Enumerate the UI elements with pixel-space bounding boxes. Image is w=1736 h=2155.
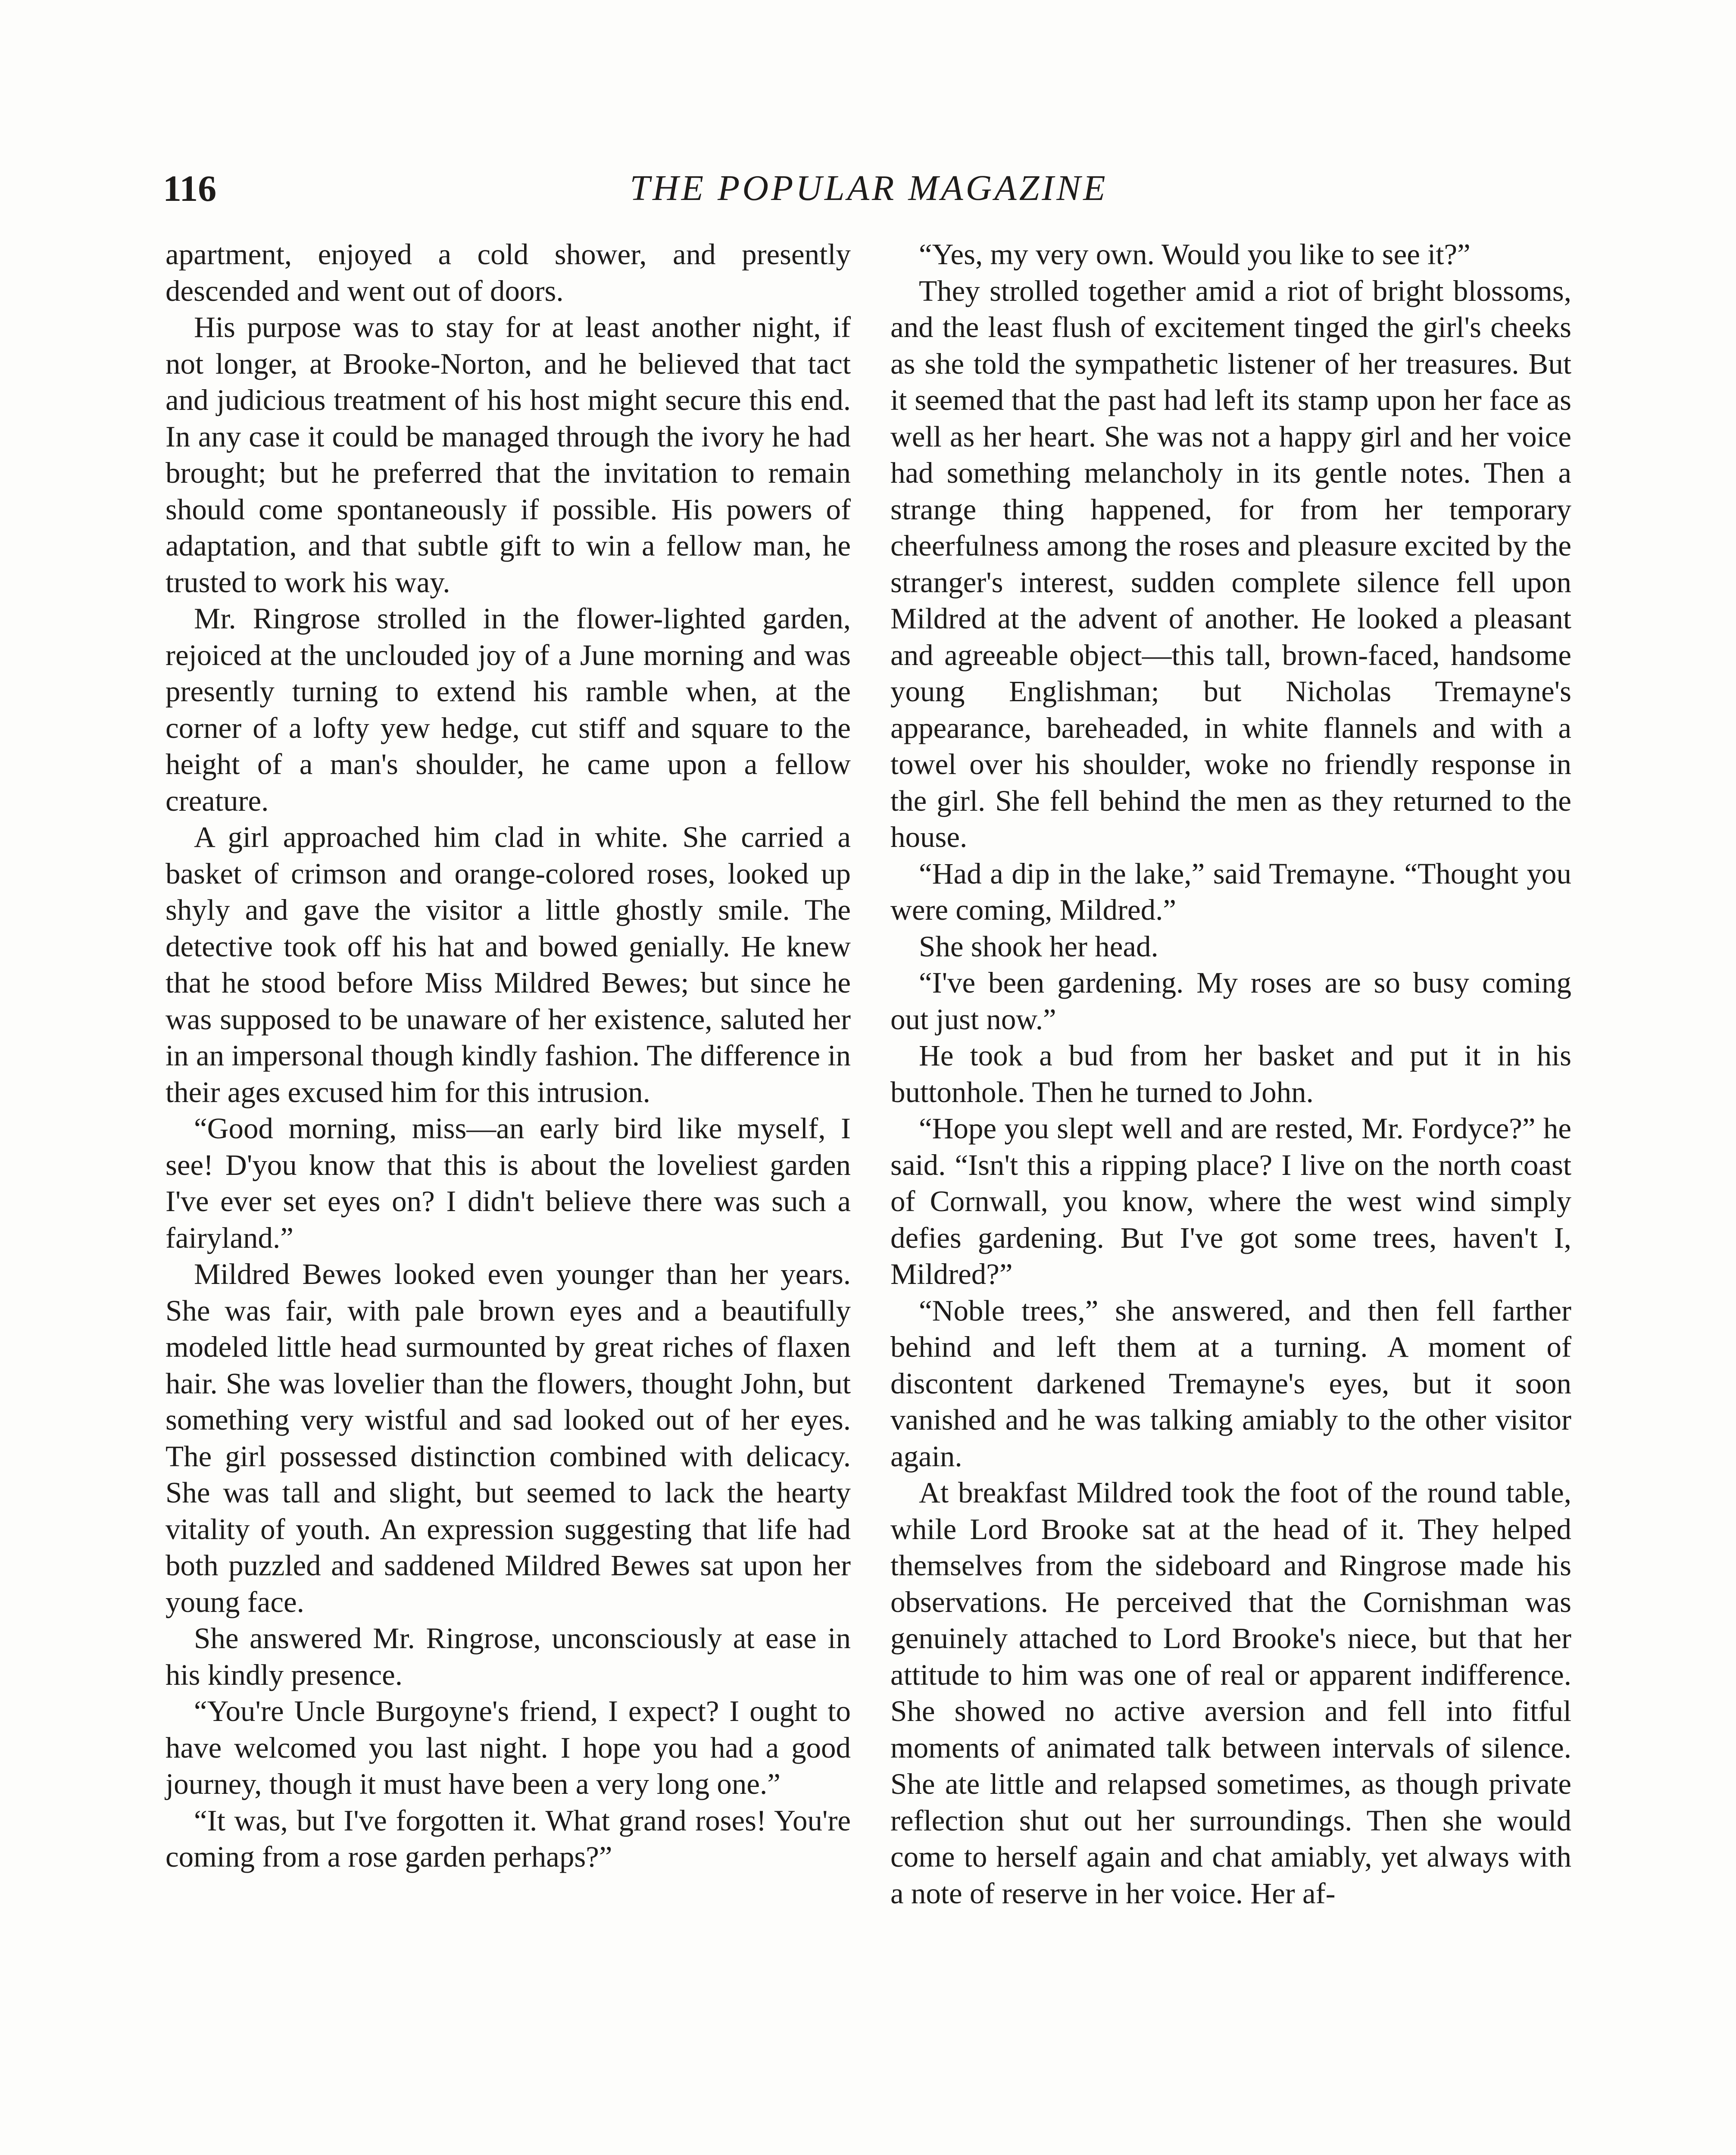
text-column-left [165,236,851,1875]
paragraph: apartment, enjoyed a cold shower, and presently descended and went out of doors. [165,238,851,307]
paragraph: “It was, but I've forgotten it. What grand roses! You're coming from a rose garden perhaps?” [165,1804,851,1873]
paragraph: “Hope you slept well and are rested, Mr. Fordyce?” he said. “Isn't this a ripping place? I live on the north coast of Cornwall, you know, where the west wind simply defies gardening. But I've got some trees, haven't I, Mildred?” [890,1112,1571,1290]
paragraph: “Noble trees,” she answered, and then fell farther behind and left them at a turning. A moment of discontent darkened Tremayne's eyes, but it soon vanished and he was talking amiably to the other visitor again. [890,1294,1571,1473]
page-header [163,165,1575,212]
paragraph: “I've been gardening. My roses are so busy coming out just now.” [890,966,1571,1036]
paragraph: She shook her head. [919,930,1158,963]
running-title: THE POPULAR MAGAZINE [630,168,1108,208]
paragraph: His purpose was to stay for at least another night, if not longer, at Brooke-Norton, and he believed that tact and judicious treatment of his host might secure this end. In any case it could be managed through the ivory he had brought; but he preferred that the invitation to remain should come spontaneously if possible. His powers of adaptation, and that subtle gift to win a fellow man, he trusted to work his way. [165,311,851,599]
paragraph: They strolled together amid a riot of bright blossoms, and the least flush of excitement tinged the girl's cheeks as she told the sympathetic listener of her treasures. But it seemed that the past had left its stamp upon her face as well as her heart. She was not a happy girl and her voice had something melancholy in its gentle notes. Then a strange thing happened, for from her temporary cheerfulness among the roses and pleasure excited by the stranger's interest, sudden complete silence fell upon Mildred at the advent of another. He looked a pleasant and agreeable object—this tall, brown-faced, handsome young Englishman; but Nicholas Tremayne's appearance, bareheaded, in white flannels and with a towel over his shoulder, woke no friendly response in the girl. She fell behind the men as they returned to the house. [890,274,1571,853]
paragraph: Mr. Ringrose strolled in the flower-lighted garden, rejoiced at the unclouded joy of a June morning and was presently turning to extend his ramble when, at the corner of a lofty yew hedge, cut stiff and square to the height of a man's shoulder, he came upon a fellow creature. [165,602,851,817]
paragraph: “Had a dip in the lake,” said Tremayne. “Thought you were coming, Mildred.” [890,857,1571,926]
paragraph: A girl approached him clad in white. She carried a basket of crimson and orange-colored roses, looked up shyly and gave the visitor a little ghostly smile. The detective took off his hat and bowed genially. He knew that he stood before Miss Mildred Bewes; but since he was supposed to be unaware of her existence, saluted her in an impersonal though kindly fashion. The difference in their ages excused him for this intrusion. [165,821,851,1109]
paragraph: She answered Mr. Ringrose, unconsciously at ease in his kindly presence. [165,1622,851,1691]
paragraph: “Good morning, miss—an early bird like myself, I see! D'you know that this is about the loveliest garden I've ever set eyes on? I didn't believe there was such a fairyland.” [165,1112,851,1254]
text-column-right [890,236,1571,1911]
paragraph: Mildred Bewes looked even younger than her years. She was fair, with pale brown eyes and a beautifully modeled little head surmounted by great riches of flaxen hair. She was lovelier than the flowers, thought John, but something very wistful and sad looked out of her eyes. The girl possessed distinction combined with delicacy. She was tall and slight, but seemed to lack the hearty vitality of youth. An expression suggesting that life had both puzzled and saddened Mildred Bewes sat upon her young face. [165,1258,851,1618]
page-number: 116 [163,168,217,209]
paragraph: “You're Uncle Burgoyne's friend, I expect? I ought to have welcomed you last night. I hope you had a good journey, though it must have been a very long one.” [165,1695,851,1800]
paragraph: At breakfast Mildred took the foot of the round table, while Lord Brooke sat at the head of it. They helped themselves from the sideboard and Ringrose made his observations. He perceived that the Cornishman was genuinely attached to Lord Brooke's niece, but that her attitude to him was one of real or apparent indifference. She showed no active aversion and fell into fitful moments of animated talk between intervals of silence. She ate little and relapsed sometimes, as though private reflection shut out her surroundings. Then she would come to herself again and chat amiably, yet always with a note of reserve in her voice. Her af- [890,1476,1571,1910]
paragraph: He took a bud from her basket and put it in his buttonhole. Then he turned to John. [890,1039,1571,1109]
paragraph: “Yes, my very own. Would you like to see it?” [919,238,1471,271]
